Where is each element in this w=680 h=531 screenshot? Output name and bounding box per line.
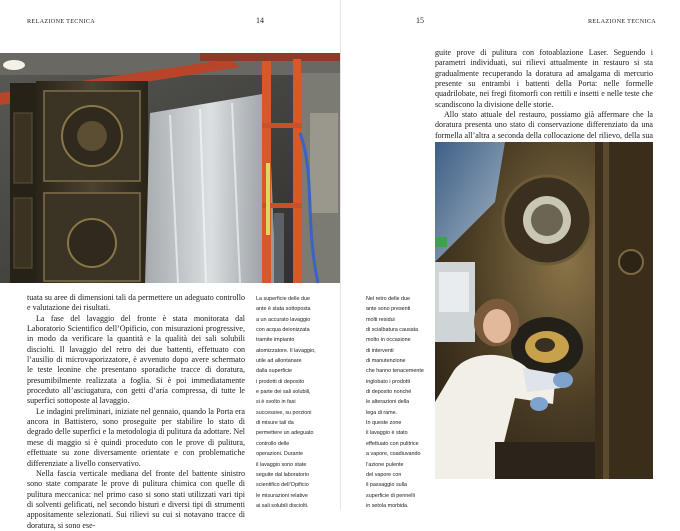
caption-line: di scialbatura causata <box>366 327 419 334</box>
caption-line: utile ad allontanare <box>256 358 302 365</box>
caption-line: a vapore, coadiuvando <box>366 451 421 458</box>
caption-line: scientifico dell’Opificio <box>256 482 309 489</box>
photo-caption-steam-cleaning <box>366 294 434 511</box>
caption-line: molti residui <box>366 316 395 323</box>
paragraph: Nella fascia verticale mediana del fronte del battente sinistro sono state comparate le prove di pulitura chimica con quelle di pulitura meccanica: nel primo caso si sono stati utilizzati vari tipi di solventi gelificati, nel secondo bisturi e diversi tipi di strumenti appositamente selezionati. Sui rilievi su cui si notavano tracce di doratura, si sono ese- <box>27 468 245 530</box>
caption-line: i prodotti di deposito <box>256 378 305 385</box>
caption-line: che hanno tenacemente <box>366 368 424 375</box>
paragraph: Le indagini preliminari, iniziate nel gennaio, quando la Porta era ancora in Battistero, sono proseguite per stabilire lo stato di degrado delle superfici e la metodologia di pulitura da adottare. Nel mese di maggio si è quindi proceduto con le prove di pulitura, effettuate su zone diversamente orientate e con problematiche differenziate a livello conservativo. <box>27 406 245 468</box>
right-page-number: 15 <box>416 16 424 25</box>
caption-line: Nel retro delle due <box>366 296 411 302</box>
right-running-head: RELAZIONE TECNICA <box>588 18 657 25</box>
caption-line: ai sali solubili disciolti. <box>256 502 309 509</box>
caption-line: In queste zone <box>366 420 402 427</box>
caption-line: in setola morbida. <box>366 502 409 509</box>
caption-line: le misurazioni relative <box>256 492 308 499</box>
caption-line: lega di rame. <box>366 409 398 416</box>
left-page-number: 14 <box>256 16 264 25</box>
caption-line: superficie di pennelli <box>366 492 415 499</box>
caption-line: controllo delle <box>256 440 290 447</box>
caption-line: ante sono presenti <box>366 306 411 313</box>
caption-line: permettere un adeguato <box>256 430 314 437</box>
paragraph: La fase del lavaggio del fronte è stata monitorata dal Laboratorio Scientifico dell’Opificio, con misurazioni progressive, in modo da verificare la quantità e la qualità dei sali solubili disciolti. Il lavaggio del retro dei due battenti, effettuato con l’ausilio di microvaporizzatore, è avvenuto dopo avere schermato le teste leonine che presentano sporadiche tracce di doratura, presumibilmente realizzata a foglia. Si è poi immediatamente proceduto all’asciugatura, con getti d’aria compressa, di tutte le superfici sottoposte al lavaggio. <box>27 313 245 406</box>
caption-line: si è svolto in fasi <box>256 399 296 406</box>
caption-line: di deposito nonché <box>366 389 412 396</box>
caption-line: di interventi <box>366 347 394 354</box>
left-body-text <box>27 293 245 531</box>
caption-line: le alterazioni della <box>366 399 410 406</box>
left-running-head: RELAZIONE TECNICA <box>27 18 96 25</box>
photo-restorer-at-work <box>435 142 653 479</box>
photo-door-washing <box>0 53 340 283</box>
paragraph: tuata su aree di dimensioni tali da permettere un adeguato controllo e valutazione dei risultati. <box>27 293 245 313</box>
caption-line: il lavaggio è stato <box>366 430 408 437</box>
caption-line: del vapore con <box>366 471 402 478</box>
caption-line: seguite dal laboratorio <box>256 471 310 478</box>
caption-line: di misure tali da <box>256 420 294 427</box>
caption-line: La superficie delle due <box>256 296 310 302</box>
caption-line: inglobato i prodotti <box>366 378 411 385</box>
caption-line: il lavaggio sono state <box>256 461 307 468</box>
caption-line: dalla superficie <box>256 368 292 375</box>
caption-line: atomizzatore. Il lavaggio, <box>256 347 316 354</box>
caption-line: effettuato con pulitrice <box>366 440 419 447</box>
caption-line: operazioni. Durante <box>256 451 304 458</box>
caption-line: di manutenzione <box>366 358 406 365</box>
caption-line: il passaggio sulla <box>366 482 408 489</box>
page-gutter <box>340 0 341 510</box>
caption-line: successive, su porzioni <box>256 409 312 416</box>
paragraph: Allo stato attuale del restauro, possiamo già affermare che la doratura presenta uno stato di conservazione differenziato da una formella all’altra a seconda della collocazione del rilievo, della sua <box>435 110 653 140</box>
photo-caption-washing <box>256 294 340 511</box>
caption-line: e parte dei sali solubili, <box>256 389 311 396</box>
caption-line: tramite impianto <box>256 337 295 344</box>
paragraph: guite prove di pulitura con fotoablazione Laser. Seguendo i parametri individuati, sui rilievi attualmente in restauro si sta gradualmente recuperando la doratura ad amalgama di mercurio presente su entrambi i battenti della Porta: nelle formelle quadrilobate, nei fregi fitomorfi con rettili e insetti e nelle teste che scandiscono la divisione delle storie. <box>435 48 653 109</box>
caption-line: l’azione pulente <box>366 461 404 468</box>
caption-line: ante è stata sottoposta <box>256 306 311 313</box>
caption-line: a un accurato lavaggio <box>256 316 311 323</box>
caption-line: molto in occasione <box>366 337 411 344</box>
caption-line: con acqua deionizzata <box>256 327 310 334</box>
